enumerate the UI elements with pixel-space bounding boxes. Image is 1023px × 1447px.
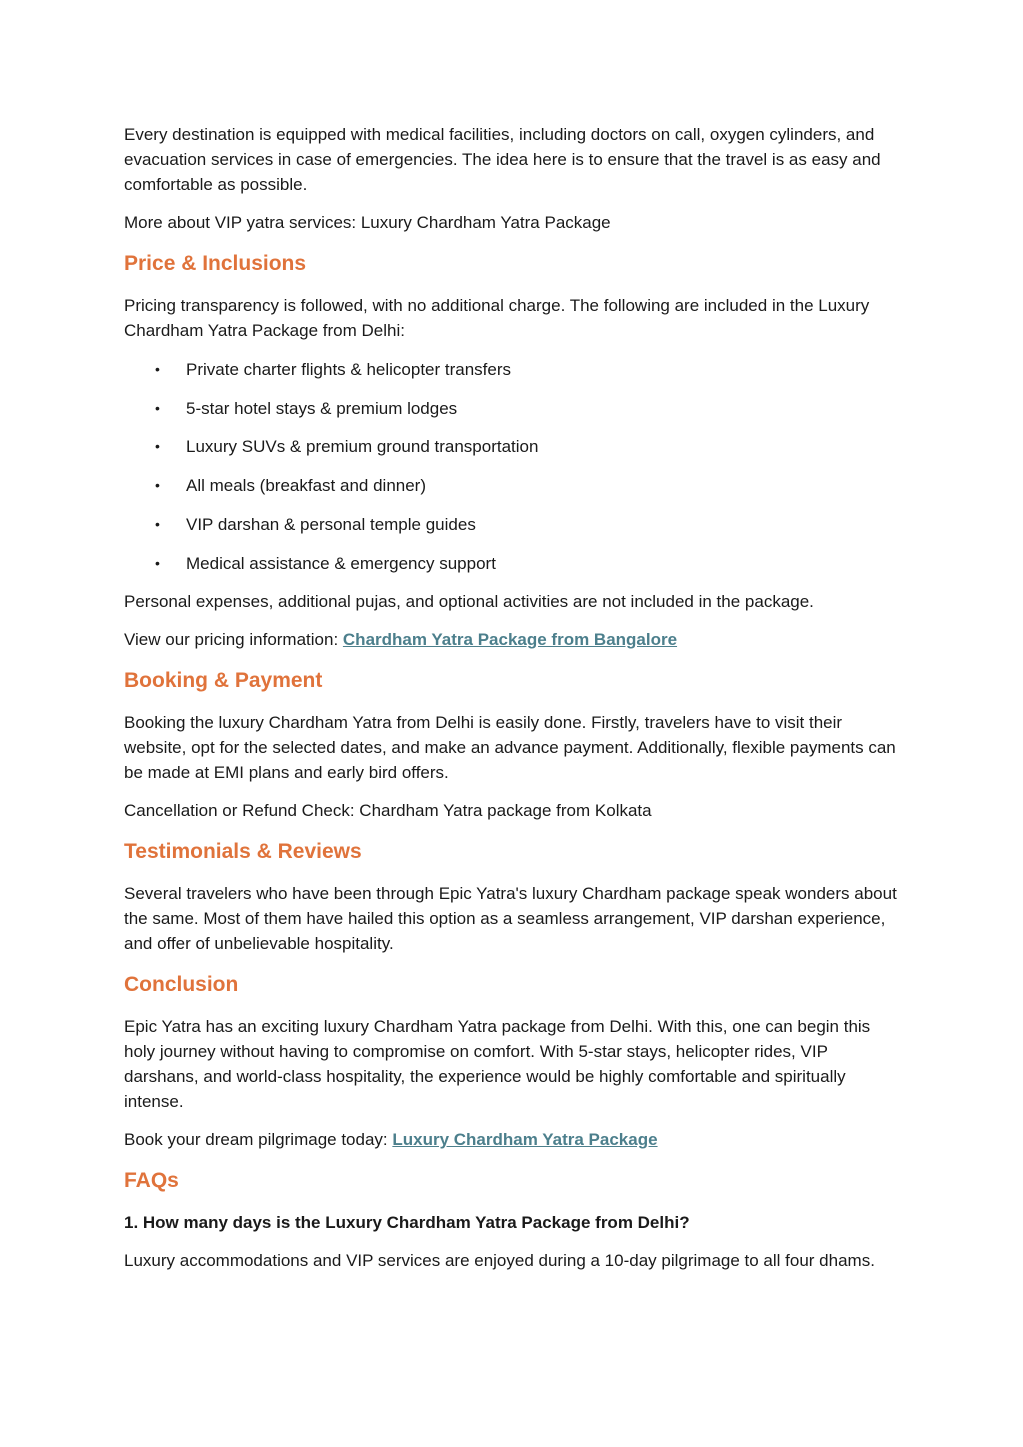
bullet-icon: • xyxy=(155,438,160,455)
list-item xyxy=(124,396,899,421)
list-item xyxy=(124,434,899,459)
inclusions-list xyxy=(124,357,899,576)
price-heading: Price & Inclusions xyxy=(124,252,307,275)
bullet-icon: • xyxy=(155,515,160,532)
faqs-heading: FAQs xyxy=(124,1168,179,1192)
cancellation-line: Cancellation or Refund Check: Chardham Yatra package from Kolkata xyxy=(124,800,652,820)
bullet-icon: • xyxy=(155,554,160,571)
price-intro-paragraph: Pricing transparency is followed, with no additional charge. The following are included in the Luxury Chardham Yatra Package from Delhi: xyxy=(124,296,870,340)
bullet-icon: • xyxy=(155,477,160,494)
document-page xyxy=(124,122,899,1273)
list-item xyxy=(124,357,899,382)
bullet-icon: • xyxy=(155,399,160,416)
list-item-text: 5-star hotel stays & premium lodges xyxy=(186,398,458,418)
list-item-text: Medical assistance & emergency support xyxy=(186,553,496,573)
list-item xyxy=(124,551,899,576)
faq-question: 1. How many days is the Luxury Chardham Yatra Package from Delhi? xyxy=(124,1212,690,1232)
book-today-line xyxy=(124,1127,899,1152)
conclusion-heading: Conclusion xyxy=(124,972,239,996)
intro-paragraph: Every destination is equipped with medical facilities, including doctors on call, oxygen cylinders, and evacuation services in case of emergencies. The idea here is to ensure that the travel is as easy and comfortable as possible. xyxy=(124,125,881,194)
list-item xyxy=(124,473,899,498)
conclusion-paragraph: Epic Yatra has an exciting luxury Chardham Yatra package from Delhi. With this, one can begin this holy journey without having to compromise on comfort. With 5-star stays, helicopter rides, VIP darshans, and world-class hospitality, the experience would be highly comfortable and spiritually intense. xyxy=(124,1016,871,1111)
bullet-icon: • xyxy=(155,360,160,377)
book-today-label: Book your dream pilgrimage today: xyxy=(124,1129,393,1149)
list-item-text: All meals (breakfast and dinner) xyxy=(186,476,427,496)
bangalore-package-link[interactable]: Chardham Yatra Package from Bangalore xyxy=(342,629,678,649)
exclusions-paragraph: Personal expenses, additional pujas, and optional activities are not included in the package. xyxy=(124,591,814,611)
faq-answer: Luxury accommodations and VIP services are enjoyed during a 10-day pilgrimage to all four dhams. xyxy=(124,1250,875,1270)
list-item-text: Private charter flights & helicopter transfers xyxy=(186,359,512,379)
list-item xyxy=(124,512,899,537)
testimonials-heading: Testimonials & Reviews xyxy=(124,839,362,863)
pricing-info-line xyxy=(124,627,899,652)
list-item-text: Luxury SUVs & premium ground transportation xyxy=(186,437,539,457)
luxury-package-link[interactable]: Luxury Chardham Yatra Package xyxy=(392,1129,658,1149)
testimonials-paragraph: Several travelers who have been through Epic Yatra's luxury Chardham package speak wonders about the same. Most of them have hailed this option as a seamless arrangement, VIP darshan experience, and offer of unbelievable hospitality. xyxy=(124,883,897,953)
list-item-text: VIP darshan & personal temple guides xyxy=(186,514,476,534)
vip-services-line: More about VIP yatra services: Luxury Chardham Yatra Package xyxy=(124,213,611,232)
booking-paragraph: Booking the luxury Chardham Yatra from Delhi is easily done. Firstly, travelers have to visit their website, opt for the selected dates, and make an advance payment. Additionally, flexible payments can be made at EMI plans and early bird offers. xyxy=(124,712,896,782)
pricing-info-label: View our pricing information: xyxy=(124,629,343,649)
booking-heading: Booking & Payment xyxy=(124,668,323,692)
